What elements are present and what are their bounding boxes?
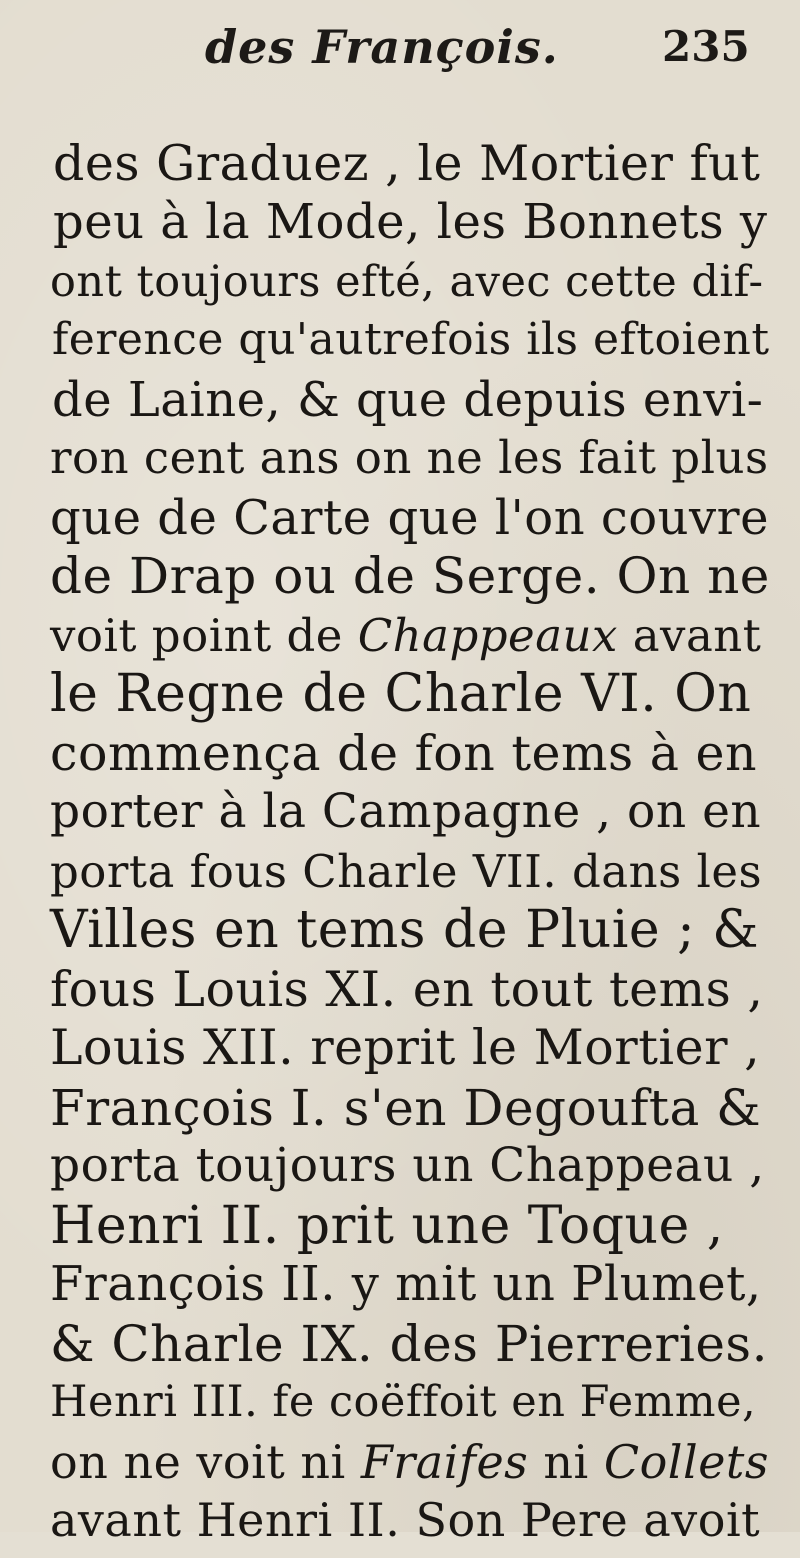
text-line: commença de fon tems à en	[50, 725, 758, 782]
text-line: ont toujours efté, avec cette dif-	[50, 257, 764, 307]
text-line: de Laine, & que depuis envi-	[52, 372, 764, 428]
italic-word: Collets	[603, 1435, 770, 1489]
text-line: Louis XII. reprit le Mortier ,	[50, 1019, 761, 1076]
text-line: ference qu'autrefois ils eftoient	[52, 314, 770, 365]
text-line: porta fous Charle VII. dans les	[50, 845, 763, 898]
text-line: de Drap ou de Serge. On ne	[50, 547, 770, 605]
text-segment: avant	[617, 609, 762, 662]
text-line: peu à la Mode, les Bonnets y	[53, 194, 768, 250]
text-line: Villes en tems de Pluie ; &	[50, 900, 759, 960]
running-head-title: des François.	[205, 20, 559, 74]
text-line: des Graduez , le Mortier fut	[53, 135, 761, 192]
text-line: avant Henri II. Son Pere avoit	[50, 1493, 761, 1547]
text-line: Henri II. prit une Toque ,	[50, 1196, 724, 1256]
text-line: François II. y mit un Plumet,	[50, 1256, 762, 1312]
text-line: le Regne de Charle VI. On	[50, 664, 752, 724]
text-line: François I. s'en Degoufta &	[50, 1079, 762, 1137]
text-line: & Charle IX. des Pierreries.	[50, 1315, 768, 1373]
text-line: que de Carte que l'on couvre	[50, 490, 770, 546]
text-segment: on ne voit ni	[50, 1435, 361, 1489]
text-line: porter à la Campagne , on en	[50, 784, 762, 839]
text-line: ron cent ans on ne les fait plus	[50, 431, 769, 484]
text-segment: voit point de	[50, 609, 358, 662]
text-line: porta toujours un Chappeau ,	[50, 1138, 765, 1193]
running-head	[0, 8, 800, 88]
text-line: Henri III. fe coëffoit en Femme,	[50, 1377, 757, 1427]
italic-word: Fraifes	[360, 1435, 529, 1489]
page-number: 235	[662, 22, 750, 71]
text-line: fous Louis XI. en tout tems ,	[50, 961, 764, 1018]
text-segment: ni	[528, 1435, 604, 1489]
italic-word: Chappeaux	[357, 609, 618, 662]
